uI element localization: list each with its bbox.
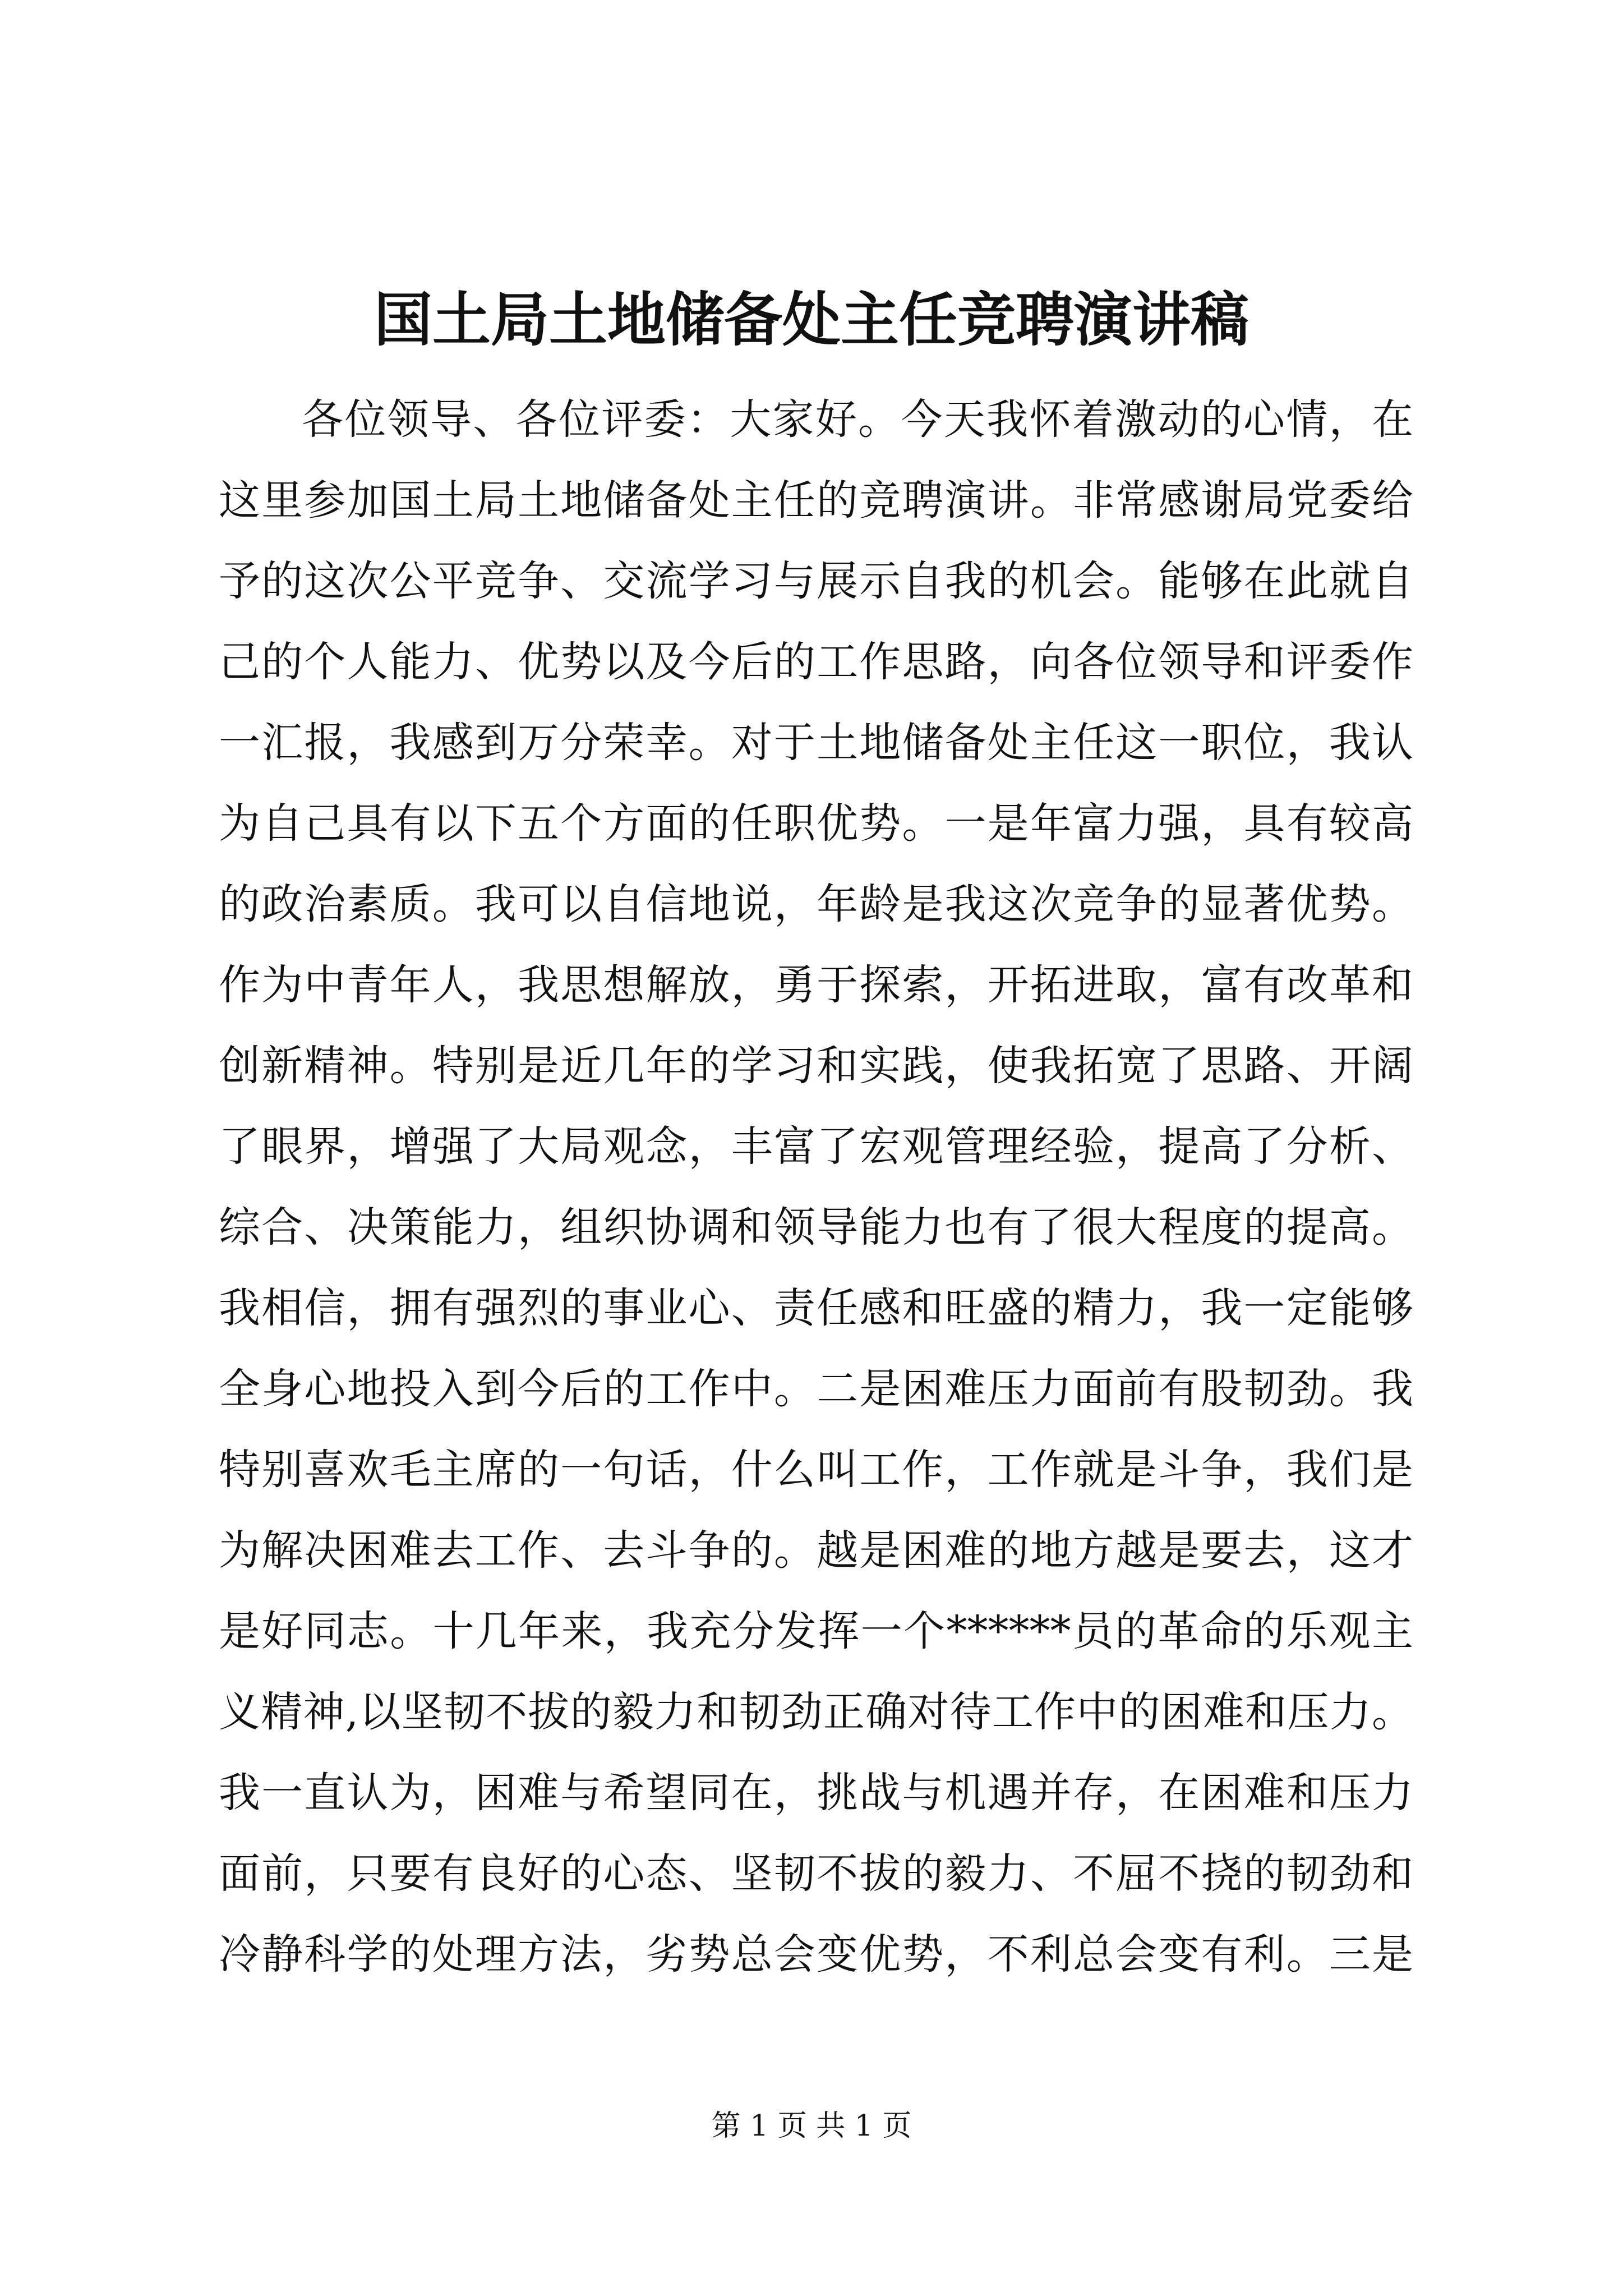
body-line: 为解决困难去工作、去斗争的。越是困难的地方越是要去，这才 bbox=[219, 1526, 1413, 1575]
body-line: 我相信，拥有强烈的事业心、责任感和旺盛的精力，我一定能够 bbox=[219, 1284, 1413, 1332]
body-line: 我一直认为，困难与希望同在，挑战与机遇并存，在困难和压力 bbox=[219, 1769, 1413, 1817]
body-line: 一汇报，我感到万分荣幸。对于土地储备处主任这一职位，我认 bbox=[219, 719, 1413, 767]
body-line: 各位领导、各位评委：大家好。今天我怀着激动的心情，在 bbox=[302, 395, 1413, 444]
body-line: 义精神,以坚韧不拔的毅力和韧劲正确对待工作中的困难和压力。 bbox=[219, 1688, 1413, 1736]
body-line: 面前，只要有良好的心态、坚韧不拔的毅力、不屈不挠的韧劲和 bbox=[219, 1849, 1413, 1898]
body-line: 的政治素质。我可以自信地说，年龄是我这次竞争的显著优势。 bbox=[219, 880, 1413, 928]
body-line: 为自己具有以下五个方面的任职优势。一是年富力强，具有较高 bbox=[219, 799, 1413, 848]
body-line: 特别喜欢毛主席的一句话，什么叫工作，工作就是斗争，我们是 bbox=[219, 1446, 1413, 1494]
body-line: 这里参加国土局土地储备处主任的竞聘演讲。非常感谢局党委给 bbox=[219, 476, 1413, 524]
body-line: 是好同志。十几年来，我充分发挥一个******员的革命的乐观主 bbox=[219, 1607, 1413, 1655]
body-line: 予的这次公平竞争、交流学习与展示自我的机会。能够在此就自 bbox=[219, 557, 1413, 605]
page-number-footer: 第 1 页 共 1 页 bbox=[711, 2109, 912, 2143]
body-line: 创新精神。特别是近几年的学习和实践，使我拓宽了思路、开阔 bbox=[219, 1042, 1413, 1090]
body-line: 冷静科学的处理方法，劣势总会变优势，不利总会变有利。三是 bbox=[219, 1930, 1413, 1978]
body-line: 了眼界，增强了大局观念，丰富了宏观管理经验，提高了分析、 bbox=[219, 1122, 1413, 1171]
body-line: 作为中青年人，我思想解放，勇于探索，开拓进取，富有改革和 bbox=[219, 961, 1413, 1009]
body-line: 综合、决策能力，组织协调和领导能力也有了很大程度的提高。 bbox=[219, 1203, 1413, 1251]
document-body bbox=[219, 379, 1413, 1995]
body-line: 全身心地投入到今后的工作中。二是困难压力面前有股韧劲。我 bbox=[219, 1365, 1413, 1413]
body-line: 己的个人能力、优势以及今后的工作思路，向各位领导和评委作 bbox=[219, 638, 1413, 686]
document-title: 国土局土地储备处主任竞聘演讲稿 bbox=[374, 285, 1249, 354]
